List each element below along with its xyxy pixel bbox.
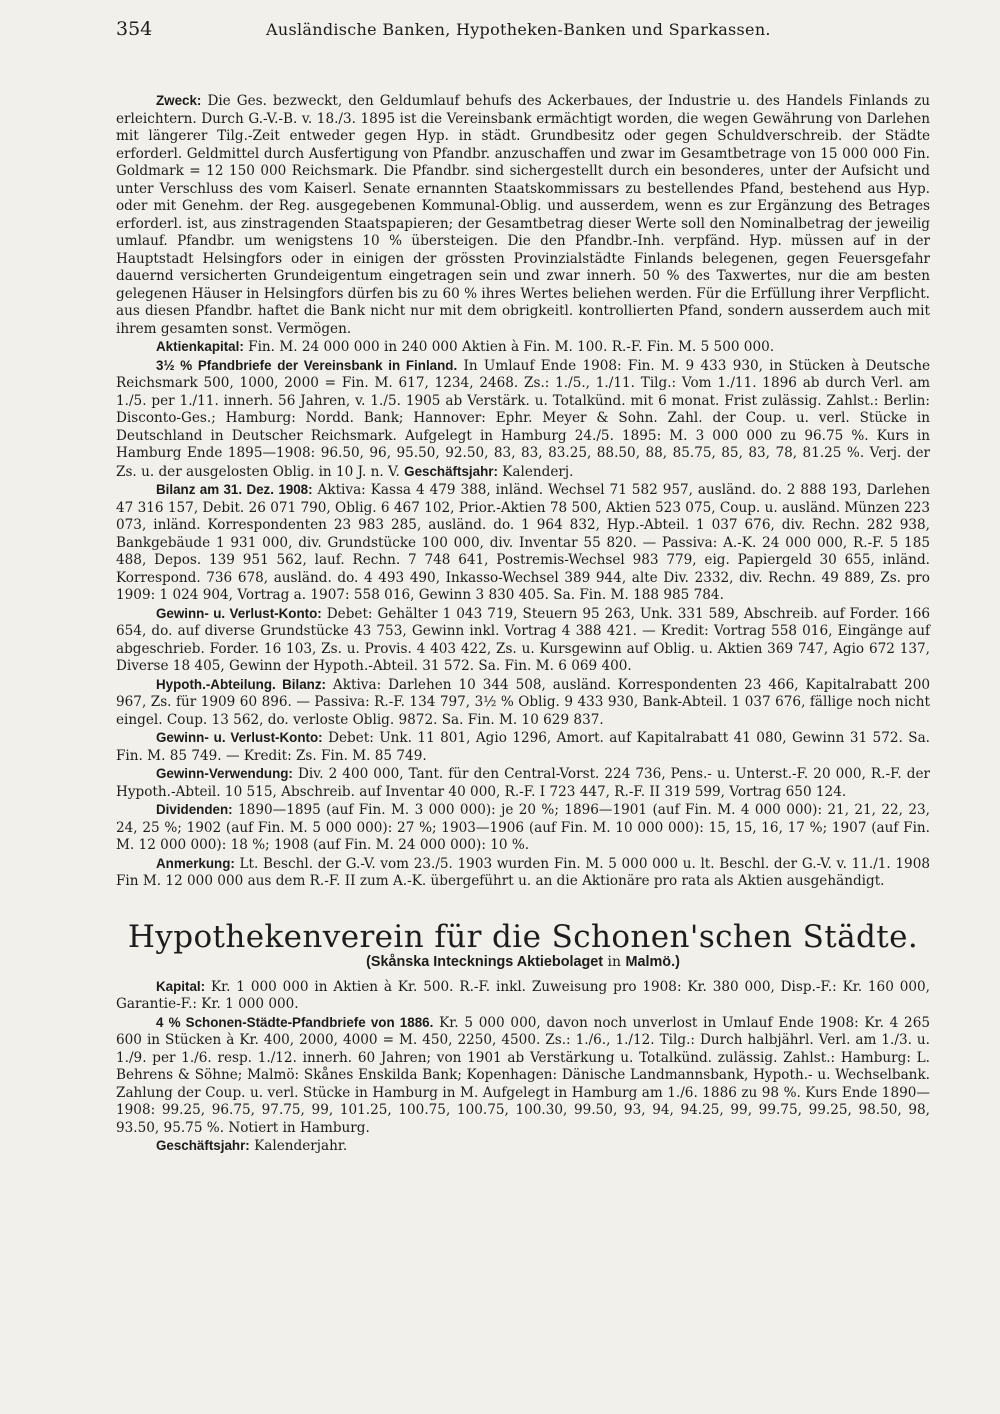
zweck-text: Die Ges. bezweckt, den Geldumlauf behufs des Ackerbaues, der Industrie u. des Handels Finlands zu erleichtern. Durch G.-V.-B. v. 18./3. 1895 ist die Vereinsbank ermächtigt worden, die wegen Gewährung von Darlehen mit längerer Tilg.-Zeit entweder gegen Hyp. in städt. Grundbesitz oder gegen Schuldverschreib. der Städte erforderl. Geldmittel durch Ausfertigung von Pfandbr. anzuschaffen und zwar im Gesamtbetrage von 15 000 000 Fin. Goldmark = 12 150 000 Reichsmark. Die Pfandbr. sind sichergestellt durch ein besonderes, unter der Aufsicht und unter Verschluss des vom Kaiserl. Senate ernannten Staatskommissars zu bestellendes Pfand, bestehend aus Hyp. oder mit Genehm. der Reg. ausgegebenen Kommunal-Oblig. und ausserdem, wenn es zur Ergänzung des Betrages erforderl. ist, aus zinstragenden Staatspapieren; der Gesamtbetrag dieser Werte soll den Nominalbetrag der jeweilig umlauf. Pfandbr. um wenigstens 10 % übersteigen. Die den Pfandbr.-Inh. verpfänd. Hyp. müssen auf in der Hauptstadt Helsingfors oder in einigen der grössten Provinzialstädte Finlands belegenen, gegen Feuersgefahr dauernd versicherten Grundeigentum eingetragen sein und zwar innerh. 50 % des Taxwertes, nur die am besten gelegenen Häuser in Helsingfors dürfen bis zu 60 % ihres Wertes beliehen werden. Für die Erfüllung ihrer Verpflicht. aus diesen Pfandbr. haftet die Bank nicht nur mit dem obrigkeitl. kontrollierten Pfand, sondern ausserdem auch mit ihrem gesamten sonst. Vermögen. bbox=[116, 93, 930, 337]
anmerkung-paragraph bbox=[116, 855, 930, 891]
hyp-bilanz-text: Aktiva: Darlehen 10 344 508, ausländ. Korrespondenten 23 466, Kapitalrabatt 200 967, Zs. für 1909 60 896. — Passiva: R.-F. 134 797, 3½ % Oblig. 9 433 930, Bank-Abteil. 1 037 676, fällige noch nicht eingel. Coup. 13 562, do. verloste Oblig. 9872. Sa. Fin. M. 10 629 837. bbox=[116, 676, 930, 728]
vereinsbank-section bbox=[116, 92, 930, 891]
page-header bbox=[116, 18, 930, 60]
bilanz-label: Bilanz am 31. Dez. 1908: bbox=[156, 482, 313, 497]
schonen-geschaeftsjahr-paragraph bbox=[116, 1137, 930, 1156]
aktienkapital-label: Aktienkapital: bbox=[156, 339, 244, 354]
dividenden-label: Dividenden: bbox=[156, 802, 233, 817]
verwendung-text: Div. 2 400 000, Tant. für den Central-Vorst. 224 736, Pens.- u. Unterst.-F. 20 000, R.-F. der Hypoth.-Abteil. 10 515, Abschreib. auf Inventar 40 000, R.-F. I 723 447, R.-F. II 319 599, Vortrag 650 124. bbox=[116, 766, 930, 800]
dividenden-paragraph bbox=[116, 801, 930, 855]
schonen-geschaeftsjahr-label: Geschäftsjahr: bbox=[156, 1138, 250, 1153]
schonen-geschaeftsjahr-text: Kalenderjahr. bbox=[254, 1138, 348, 1154]
hyp-bilanz-label: Hypoth.-Abteilung. Bilanz: bbox=[156, 676, 326, 692]
subtitle-close: ) bbox=[675, 954, 680, 970]
entity-title: Hypothekenverein für die Schonen'schen Städte. bbox=[127, 918, 919, 955]
hyp-guv-paragraph bbox=[116, 729, 930, 765]
bilanz-paragraph bbox=[116, 481, 930, 605]
subtitle-open: ( bbox=[366, 954, 371, 970]
aktienkapital-paragraph bbox=[116, 338, 930, 357]
anmerkung-text: Lt. Beschl. der G.-V. vom 23./5. 1903 wurden Fin. M. 5 000 000 u. lt. Beschl. der G.-V. v. 11./1. 1908 Fin M. 12 000 000 aus dem R.-F. II zum A.-K. übergeführt u. an die Aktionäre pro rata als Aktien ausgehändigt. bbox=[116, 855, 930, 889]
pfandbriefe-label: 3½ % Pfandbriefe der Vereinsbank in Finland. bbox=[156, 357, 458, 373]
hyp-bilanz-paragraph bbox=[116, 676, 930, 730]
hypothekenverein-section bbox=[116, 918, 930, 1156]
guv-text: Debet: Gehälter 1 043 719, Steuern 95 263, Unk. 331 589, Abschreib. auf Forder. 166 654, do. auf diverse Grundstücke 43 753, Gewinn inkl. Vortrag 4 388 421. — Kredit: Vortrag 558 016, Eingänge auf abgeschrieb. Forder. 16 103, Zs. u. Provis. 4 403 422, Zs. u. Kursgewinn auf Oblig. u. Aktien 369 747, Agio 672 137, Diverse 18 405, Gewinn der Hypoth.-Abteil. 31 572. Sa. Fin. M. 6 069 400. bbox=[116, 605, 930, 674]
aktienkapital-text: Fin. M. 24 000 000 in 240 000 Aktien à Fin. M. 100. R.-F. Fin. M. 5 500 000. bbox=[248, 339, 775, 355]
geschaeftsjahr-label: Geschäftsjahr: bbox=[404, 463, 498, 479]
verwendung-paragraph bbox=[116, 765, 930, 801]
subtitle-city: Malmö. bbox=[625, 954, 676, 970]
guv-paragraph bbox=[116, 605, 930, 676]
running-title: Ausländische Banken, Hypotheken-Banken und Sparkassen. bbox=[266, 20, 771, 39]
dividenden-text: 1890—1895 (auf Fin. M. 3 000 000): je 20 %; 1896—1901 (auf Fin. M. 4 000 000): 21, 21, 22, 23, 24, 25 %; 1902 (auf Fin. M. 5 000 000): 27 %; 1903—1906 (auf Fin. M. 10 000 000): 15, 15, 16, 17 %; 1907 (auf Fin. M. 12 000 000): 18 %; 1908 (auf Fin. M. 24 000 000): 10 %. bbox=[116, 802, 930, 853]
pfandbriefe-text: In Umlauf Ende 1908: Fin. M. 9 433 930, in Stücken à Deutsche Reichsmark 500, 1000, 2000 = Fin. M. 617, 1234, 2468. Zs.: 1./5., 1./11. Tilg.: Vom 1./11. 1896 ab durch Verl. am 1./5. per 1./11. innerh. 56 Jahren, v. 1./5. 1905 ab Verstärk. u. Totalkünd. mit 6 monat. Frist zulässig. Zahlst.: Berlin: Disconto-Ges.; Hamburg: Nordd. Bank; Hannover: Ephr. Meyer & Sohn. Zahl. der Coup. u. verl. Stücke in Deutschland in Deutscher Reichsmark. Aufgelegt in Hamburg 24./5. 1895: M. 3 000 000 zu 96.75 %. Kurs in Hamburg Ende 1895—1908: 96.50, 96, 95.50, 92.50, 83, 83, 83.25, 88.50, 88, 85.75, 85, 83, 78, 81.25 %. Verj. der Zs. u. der ausgelosten Oblig. in 10 J. n. V. bbox=[116, 357, 930, 480]
zweck-label: Zweck: bbox=[156, 93, 202, 108]
subtitle-in: in bbox=[603, 954, 626, 970]
kapital-text: Kr. 1 000 000 in Aktien à Kr. 500. R.-F. inkl. Zuweisung pro 1908: Kr. 380 000, Disp.-F.: Kr. 160 000, Garantie-F.: Kr. 1 000 000. bbox=[116, 978, 930, 1012]
anmerkung-label: Anmerkung: bbox=[156, 855, 235, 871]
subtitle-name: Skånska Intecknings Aktiebolaget bbox=[370, 954, 604, 970]
verwendung-label: Gewinn-Verwendung: bbox=[156, 766, 293, 781]
schonen-pfandbriefe-label: 4 % Schonen-Städte-Pfandbriefe von 1886. bbox=[156, 1014, 434, 1030]
guv-label: Gewinn- u. Verlust-Konto: bbox=[156, 605, 322, 621]
zweck-paragraph bbox=[116, 92, 930, 338]
bilanz-text: Aktiva: Kassa 4 479 388, inländ. Wechsel 71 582 957, ausländ. do. 2 888 193, Darlehen 47 316 157, Debit. 26 071 790, Oblig. 6 467 102, Prior.-Aktien 78 500, Aktien 523 075, Coup. u. ausländ. Münzen 223 073, inländ. Korrespondenten 23 983 285, ausländ. do. 1 964 832, Hyp.-Abteil. 1 037 676, div. Rechn. 282 938, Bankgebäude 1 931 000, div. Grundstücke 100 000, div. Inventar 55 820. — Passiva: A.-K. 24 000 000, R.-F. 5 185 488, Depos. 139 951 562, lauf. Rechn. 7 748 641, Postremis-Wechsel 983 779, eig. Papiergeld 30 655, inländ. Korrespond. 736 678, ausländ. do. 4 493 490, Inkasso-Wechsel 389 944, alte Div. 2332, div. Rechn. 49 889, Zs. pro 1909: 1 024 904, Vortrag a. 1907: 558 016, Gewinn 3 830 405. Sa. Fin. M. 188 985 784. bbox=[116, 482, 931, 603]
schonen-pfandbriefe-text: Kr. 5 000 000, davon noch unverlost in Umlauf Ende 1908: Kr. 4 265 600 in Stücken à Kr. 400, 2000, 4000 = M. 450, 2250, 4500. Zs.: 1./6., 1./12. Tilg.: Durch halbjährl. Verl. am 1./3. u. 1./9. per 1./6. resp. 1./12. innerh. 60 Jahren; von 1901 ab Verstärkung u. Totalkünd. zulässig. Zahlst.: Hamburg: L. Behrens & Söhne; Malmö: Skånes Enskilda Bank; Kopenhagen: Dänische Landmannsbank, Hypoth.- u. Wechselbank. Zahlung der Coup. u. verl. Stücke in Hamburg in M. Aufgelegt in Hamburg am 1./6. 1886 zu 98 %. Kurs Ende 1890—1908: 99.25, 96.75, 97.75, 99, 101.25, 100.75, 100.75, 100.30, 99.50, 93, 94, 94.25, 99, 99.75, 99.25, 98.50, 98, 93.50, 95.75 %. Notiert in Hamburg. bbox=[116, 1014, 930, 1136]
pfandbriefe-paragraph bbox=[116, 357, 930, 482]
page-number: 354 bbox=[116, 18, 153, 40]
schonen-pfandbriefe-paragraph bbox=[116, 1014, 930, 1138]
kapital-label: Kapital: bbox=[156, 978, 206, 994]
entity-subtitle bbox=[116, 954, 930, 972]
hyp-guv-text: Debet: Unk. 11 801, Agio 1296, Amort. auf Kapitalrabatt 41 080, Gewinn 31 572. Sa. Fin. M. 85 749. — Kredit: Zs. Fin. M. 85 749. bbox=[116, 730, 930, 764]
hyp-guv-label: Gewinn- u. Verlust-Konto: bbox=[156, 730, 323, 745]
geschaeftsjahr-text: Kalenderj. bbox=[502, 463, 574, 480]
kapital-paragraph bbox=[116, 978, 930, 1014]
